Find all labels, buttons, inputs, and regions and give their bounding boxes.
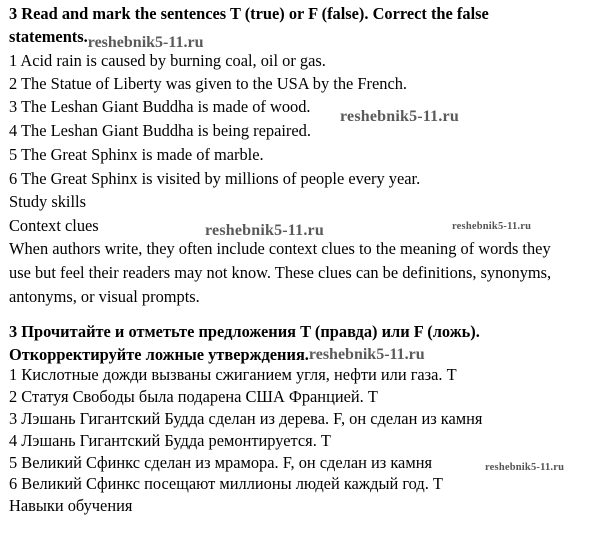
sentence-en-6: 6 The Great Sphinx is visited by millions of people every year. bbox=[9, 169, 421, 188]
watermark: reshebnik5-11.ru bbox=[87, 34, 204, 51]
exercise-heading-ru: 3 Прочитайте и отметьте предложения T (правда) или F (ложь). bbox=[9, 322, 480, 341]
sentence-ru-6: 6 Великий Сфинкс посещают миллионы людей каждый год. T bbox=[9, 474, 443, 493]
watermark: reshebnik5-11.ru bbox=[485, 462, 565, 473]
sentence-en-1: 1 Acid rain is caused by burning coal, oil or gas. bbox=[9, 51, 326, 70]
watermark: reshebnik5-11.ru bbox=[340, 108, 459, 125]
sentence-ru-2: 2 Статуя Свободы была подарена США Францией. T bbox=[9, 387, 378, 406]
exercise-heading-ru-cont: Откорректируйте ложные утверждения.reshebnik5-11.ru bbox=[9, 345, 425, 364]
skills-label-ru: Навыки обучения bbox=[9, 496, 133, 515]
sentence-ru-4: 4 Лэшань Гигантский Будда ремонтируется. T bbox=[9, 431, 331, 450]
sentence-en-3: 3 The Leshan Giant Buddha is made of wood. bbox=[9, 97, 311, 116]
sentence-ru-5: 5 Великий Сфинкс сделан из мрамора. F, он сделан из камня bbox=[9, 453, 433, 472]
context-clues-label: Context clues bbox=[9, 216, 99, 235]
paragraph-line-2: use but feel their readers may not know. These clues can be definitions, synonyms, bbox=[9, 263, 552, 282]
sentence-en-5: 5 The Great Sphinx is made of marble. bbox=[9, 145, 264, 164]
exercise-heading-en: 3 Read and mark the sentences T (true) or F (false). Correct the false bbox=[9, 4, 489, 23]
paragraph-line-1: When authors write, they often include context clues to the meaning of words they bbox=[9, 239, 551, 258]
study-skills-label: Study skills bbox=[9, 192, 86, 211]
sentence-ru-3: 3 Лэшань Гигантский Будда сделан из дерева. F, он сделан из камня bbox=[9, 409, 483, 428]
sentence-en-4: 4 The Leshan Giant Buddha is being repaired. bbox=[9, 121, 311, 140]
watermark: reshebnik5-11.ru bbox=[205, 222, 324, 239]
sentence-ru-1: 1 Кислотные дожди вызваны сжиганием угля, нефти или газа. T bbox=[9, 365, 457, 384]
watermark: reshebnik5-11.ru bbox=[452, 221, 532, 232]
paragraph-line-3: antonyms, or visual prompts. bbox=[9, 287, 200, 306]
exercise-heading-en-cont: statements.reshebnik5-11.ru bbox=[9, 27, 204, 51]
sentence-en-2: 2 The Statue of Liberty was given to the USA by the French. bbox=[9, 74, 408, 93]
watermark: reshebnik5-11.ru bbox=[308, 346, 425, 363]
